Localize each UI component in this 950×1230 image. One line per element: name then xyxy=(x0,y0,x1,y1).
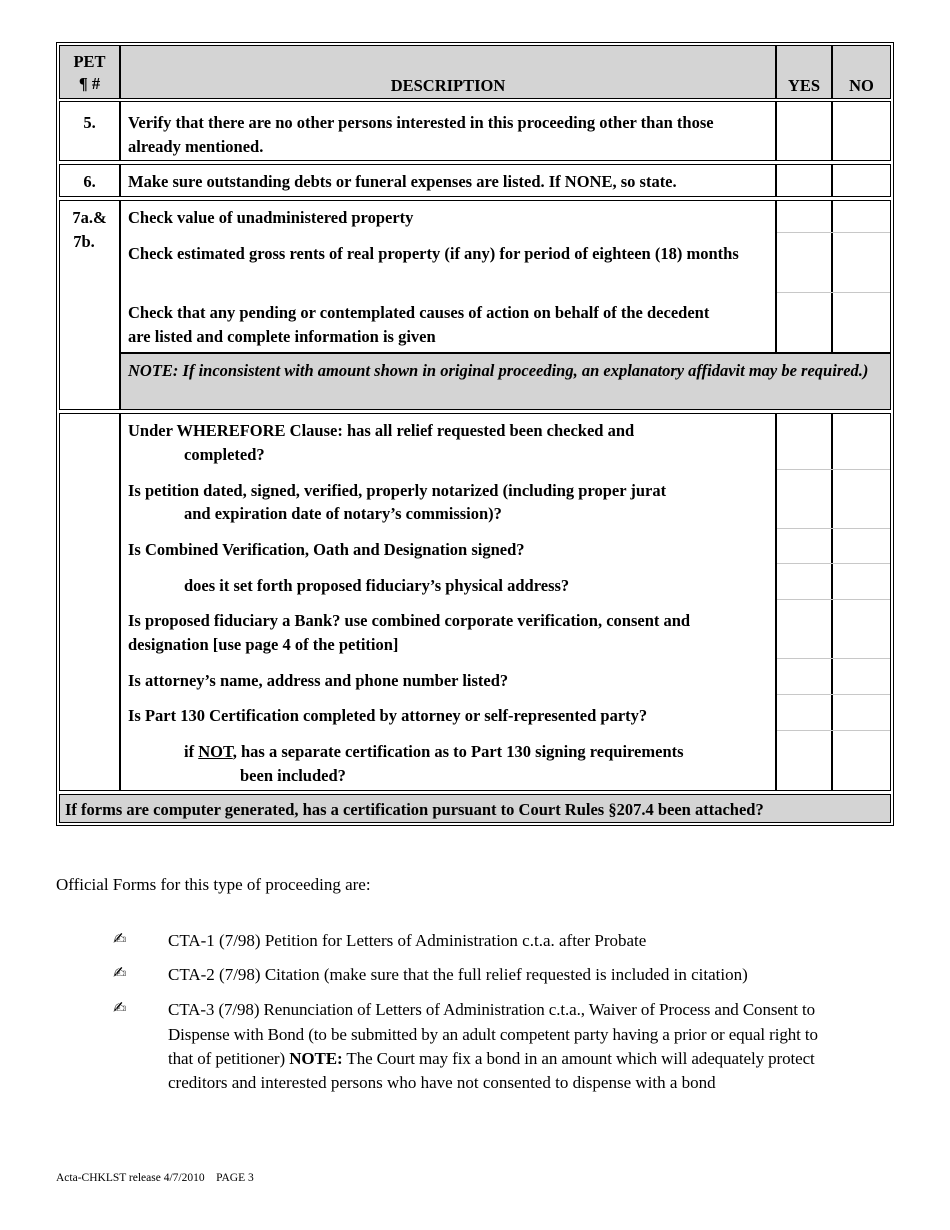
form-cta3-line3 xyxy=(168,1047,815,1071)
part130-no-checkbox[interactable] xyxy=(833,695,890,730)
page-footer: Acta-CHKLST release 4/7/2010 PAGE 3 xyxy=(56,1172,254,1184)
writing-hand-icon: ✍ xyxy=(113,998,127,1017)
row5-num: 5. xyxy=(83,113,96,132)
petition-dated-text-l1: Is petition dated, signed, verified, properly notarized (including proper jurat xyxy=(128,481,667,500)
physical-address-no-checkbox[interactable] xyxy=(833,564,890,599)
part130-yes-checkbox[interactable] xyxy=(777,695,831,730)
attorney-listed-no-checkbox[interactable] xyxy=(833,659,890,694)
row7-num: 7a.& xyxy=(72,208,107,227)
form-cta3-line2: Dispense with Bond (to be submitted by an adult competent party having a prior or equal right to xyxy=(168,1025,818,1044)
attorney-listed-yes-checkbox[interactable] xyxy=(777,659,831,694)
bank-fiduciary-text-l2: designation [use page 4 of the petition] xyxy=(128,635,399,654)
petition-dated-no-checkbox[interactable] xyxy=(833,470,890,528)
row8-desc-cell xyxy=(120,413,776,791)
row7c-no-checkbox[interactable] xyxy=(833,293,890,352)
wherefore-no-checkbox[interactable] xyxy=(833,414,890,469)
wherefore-yes-checkbox[interactable] xyxy=(777,414,831,469)
if-word: if xyxy=(184,742,199,761)
bank-fiduciary-no-checkbox[interactable] xyxy=(833,600,890,658)
form-cta3-line3-text: that of petitioner) xyxy=(168,1049,286,1068)
row7c-yes-checkbox[interactable] xyxy=(777,293,831,352)
row7-num2: 7b. xyxy=(73,232,95,251)
writing-hand-icon: ✍ xyxy=(113,963,127,982)
row7a-no-checkbox[interactable] xyxy=(833,201,890,232)
header-pet-sub: ¶ # xyxy=(78,74,101,93)
header-pet: PET xyxy=(73,52,106,71)
row7-note: NOTE: If inconsistent with amount shown in original proceeding, an explanatory affidavit may be required.) xyxy=(128,361,869,380)
petition-dated-yes-checkbox[interactable] xyxy=(777,470,831,528)
attorney-listed-text: Is attorney’s name, address and phone number listed? xyxy=(128,671,509,690)
row6-text: Make sure outstanding debts or funeral expenses are listed. If NONE, so state. xyxy=(128,172,677,191)
official-forms-intro: Official Forms for this type of proceeding are: xyxy=(56,875,371,894)
form-cta3-line1: CTA-3 (7/98) Renunciation of Letters of Administration c.t.a., Waiver of Process and Consent to xyxy=(168,1000,816,1019)
row7b-text: Check estimated gross rents of real property (if any) for period of eighteen (18) months xyxy=(128,244,739,263)
combined-verification-no-checkbox[interactable] xyxy=(833,529,890,563)
header-description: DESCRIPTION xyxy=(390,76,506,95)
physical-address-yes-checkbox[interactable] xyxy=(777,564,831,599)
row7a-text: Check value of unadministered property xyxy=(128,208,414,227)
form-cta1: CTA-1 (7/98) Petition for Letters of Administration c.t.a. after Probate xyxy=(168,931,647,950)
row6-no-checkbox[interactable] xyxy=(832,164,891,197)
row8-num-cell xyxy=(59,413,120,791)
writing-hand-icon: ✍ xyxy=(113,929,127,948)
row5-yes-checkbox[interactable] xyxy=(776,101,832,161)
combined-verification-yes-checkbox[interactable] xyxy=(777,529,831,563)
bank-fiduciary-yes-checkbox[interactable] xyxy=(777,600,831,658)
form-cta3-line4: creditors and interested persons who have not consented to dispense with a bond xyxy=(168,1073,716,1092)
part130-separate-rest: , has a separate certification as to Part 130 signing requirements xyxy=(232,742,684,761)
row5-text: Verify that there are no other persons interested in this proceeding other than those already mentioned. xyxy=(128,113,714,156)
row6-num: 6. xyxy=(83,172,96,191)
row7c-text: Check that any pending or contemplated causes of action on behalf of the decedent are listed and complete information is given xyxy=(128,303,710,346)
physical-address-text: does it set forth proposed fiduciary’s physical address? xyxy=(184,576,570,595)
not-underlined: NOT xyxy=(198,742,233,761)
row7b-no-checkbox[interactable] xyxy=(833,233,890,292)
header-no: NO xyxy=(849,76,874,95)
part130-separate-yes-checkbox[interactable] xyxy=(777,731,831,790)
row6-yes-checkbox[interactable] xyxy=(776,164,832,197)
part130-separate-text-l1 xyxy=(184,740,684,764)
part130-separate-no-checkbox[interactable] xyxy=(833,731,890,790)
header-yes: YES xyxy=(787,76,821,95)
petition-dated-text-l2: and expiration date of notary’s commission)? xyxy=(184,504,502,523)
row5-no-checkbox[interactable] xyxy=(832,101,891,161)
wherefore-text-l1: Under WHEREFORE Clause: has all relief requested been checked and xyxy=(128,421,635,440)
part130-text: Is Part 130 Certification completed by attorney or self-represented party? xyxy=(128,706,648,725)
row7a-yes-checkbox[interactable] xyxy=(777,201,831,232)
form-cta2: CTA-2 (7/98) Citation (make sure that the full relief requested is included in citation) xyxy=(168,965,748,984)
combined-verification-text: Is Combined Verification, Oath and Designation signed? xyxy=(128,540,525,559)
bank-fiduciary-text-l1: Is proposed fiduciary a Bank? use combined corporate verification, consent and xyxy=(128,611,691,630)
form-cta3-note-label: NOTE: xyxy=(289,1049,343,1068)
row7b-yes-checkbox[interactable] xyxy=(777,233,831,292)
computer-forms-text: If forms are computer generated, has a certification pursuant to Court Rules §207.4 been attached? xyxy=(65,800,764,819)
form-cta3-note-rest: The Court may fix a bond in an amount which will adequately protect xyxy=(342,1049,815,1068)
part130-separate-text-l2: been included? xyxy=(240,766,346,785)
wherefore-text-l2: completed? xyxy=(184,445,265,464)
